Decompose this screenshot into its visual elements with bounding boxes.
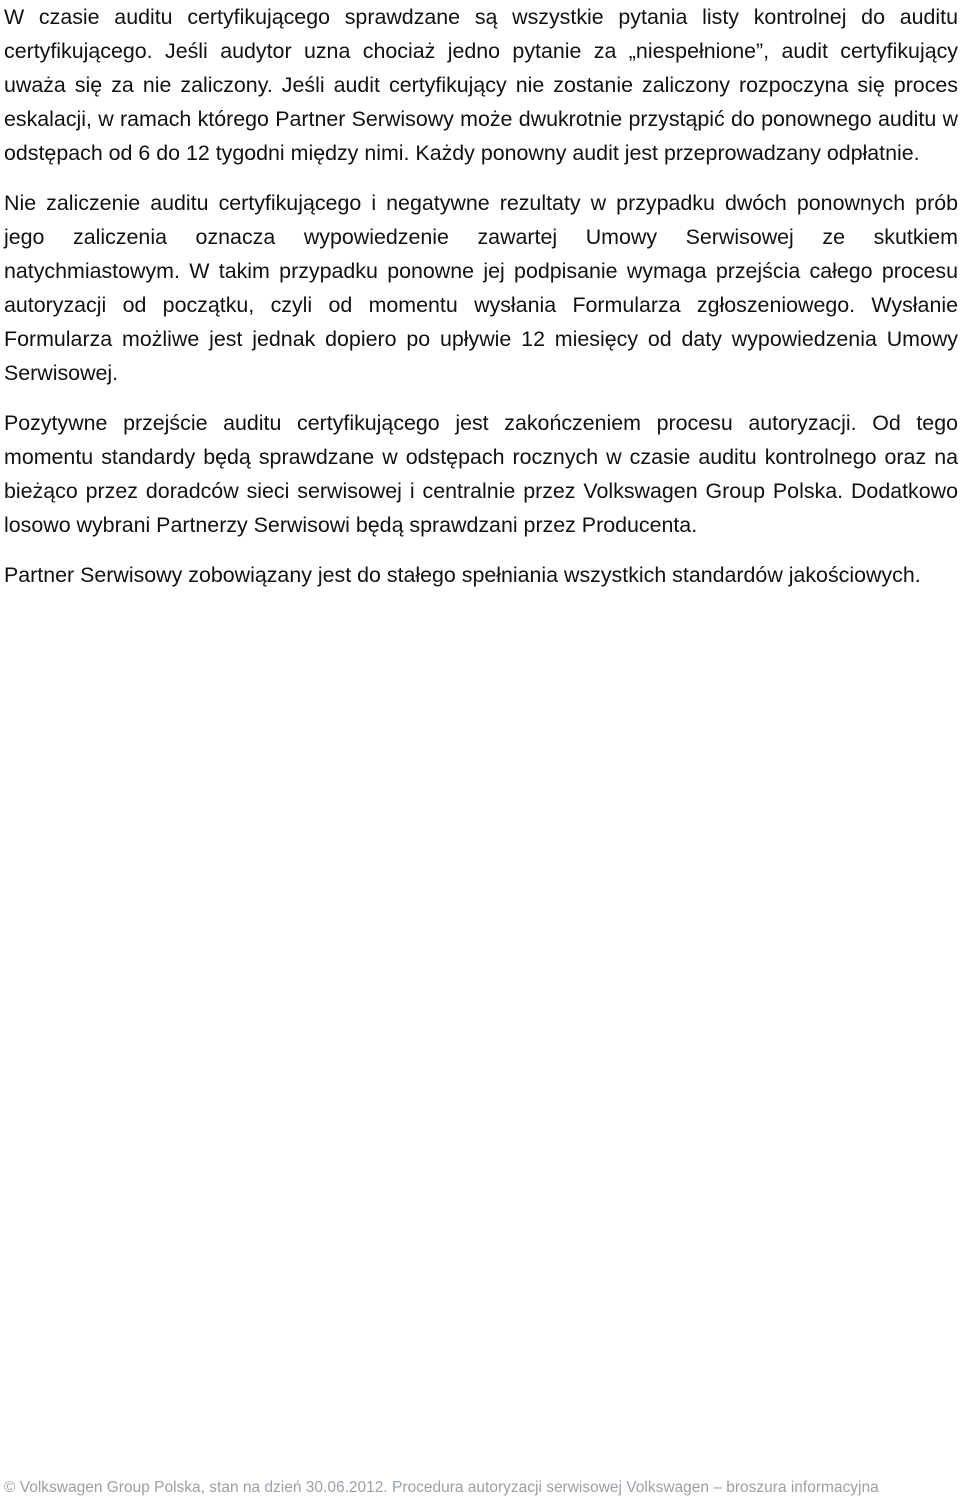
paragraph-standards-obligation: Partner Serwisowy zobowiązany jest do stałego spełniania wszystkich standardów jakościowych. — [4, 563, 921, 587]
page-footer: © Volkswagen Group Polska, stan na dzień 30.06.2012. Procedura autoryzacji serwisowej Volkswagen – broszura informacyjna — [4, 1479, 879, 1496]
paragraph-audit-success: Pozytywne przejście auditu certyfikującego jest zakończeniem procesu autoryzacji. Od tego momentu standardy będą sprawdzane w odstępach rocznych w czasie auditu kontrolnego oraz na bieżąco przez doradców sieci serwisowej i centralnie przez Volkswagen Group Polska. Dodatkowo losowo wybrani Partnerzy Serwisowi będą sprawdzani przez Producenta. — [4, 411, 958, 537]
document-body — [4, 0, 958, 608]
paragraph-audit-failure: Nie zaliczenie auditu certyfikującego i negatywne rezultaty w przypadku dwóch ponownych prób jego zaliczenia oznacza wypowiedzenie zawartej Umowy Serwisowej ze skutkiem natychmiastowym. W takim przypadku ponowne jej podpisanie wymaga przejścia całego procesu autoryzacji od początku, czyli od momentu wysłania Formularza zgłoszeniowego. Wysłanie Formularza możliwe jest jednak dopiero po upływie 12 miesięcy od daty wypowiedzenia Umowy Serwisowej. — [4, 191, 958, 385]
paragraph-certification-audit: W czasie auditu certyfikującego sprawdzane są wszystkie pytania listy kontrolnej do auditu certyfikującego. Jeśli audytor uzna chociaż jedno pytanie za „niespełnione”, audit certyfikujący uważa się za nie zaliczony. Jeśli audit certyfikujący nie zostanie zaliczony rozpoczyna się proces eskalacji, w ramach którego Partner Serwisowy może dwukrotnie przystąpić do ponownego auditu w odstępach od 6 do 12 tygodni między nimi. Każdy ponowny audit jest przeprowadzany odpłatnie. — [4, 5, 958, 165]
